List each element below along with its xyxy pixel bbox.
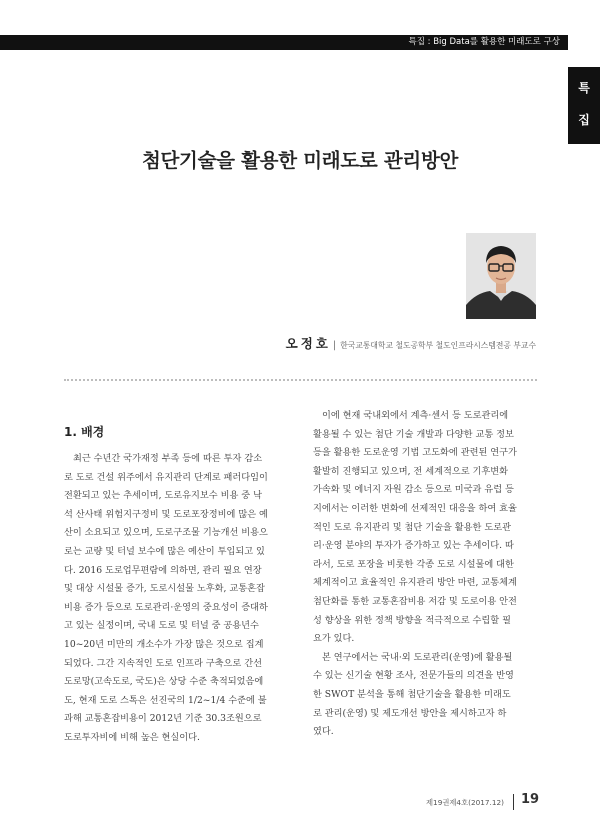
author-affiliation: 한국교통대학교 철도공학부 철도인프라시스템전공 부교수: [340, 341, 536, 350]
right-column-text: [313, 407, 538, 742]
body-line: 되었다. 그간 지속적인 도로 인프라 구축으로 간선: [64, 657, 262, 669]
body-line: 성 향상을 위한 정책 방향을 적극적으로 수립할 필: [313, 614, 511, 626]
author-photo: [466, 233, 536, 319]
author-byline: [286, 334, 536, 352]
body-line: 로는 교량 및 터널 보수에 많은 예산이 투입되고 있: [64, 545, 265, 557]
page-number: 19: [521, 792, 540, 807]
author-name: 오정호: [285, 336, 331, 351]
section-heading: 1. 배경: [64, 425, 105, 439]
body-line: 최근 수년간 국가재정 부족 등에 따른 투자 감소: [73, 453, 263, 464]
body-line: 리·운영 분야의 투자가 증가하고 있는 추세이다. 따: [313, 540, 514, 552]
body-line: 본 연구에서는 국내·외 도로관리(운영)에 활용될: [322, 651, 513, 663]
body-line: 등을 활용한 도로운영 기법 고도화에 관련된 연구가: [313, 447, 517, 459]
body-line: 첨단화를 통한 교통혼잡비용 저감 및 도로이용 안전: [313, 595, 517, 607]
body-line: 석 산사태 위험지구정비 및 도로포장정비에 많은 예: [64, 508, 268, 520]
body-line: 도, 현재 도로 스톡은 선진국의 1/2~1/4 수준에 불: [64, 694, 267, 706]
body-line: 였다.: [313, 726, 334, 738]
article-title: 첨단기술을 활용한 미래도로 관리방안: [141, 149, 459, 172]
issue-info: 제19권제4호(2017.12): [426, 798, 504, 807]
left-column-text: [64, 450, 289, 748]
footer-divider: [513, 794, 514, 810]
body-line: 과해 교통혼잡비용이 2012년 기준 30.3조원으로: [64, 713, 262, 725]
body-line: 로 도로 건설 위주에서 유지관리 단계로 패러다임이: [64, 471, 268, 483]
body-line: 로 관리(운영) 및 제도개선 방안을 제시하고자 하: [313, 707, 507, 719]
body-line: 요가 있다.: [313, 633, 355, 645]
body-line: 전환되고 있는 추세이며, 도로유지보수 비용 중 낙: [64, 490, 262, 502]
body-line: 활용될 수 있는 첨단 기술 개발과 다양한 교통 정보: [313, 428, 514, 440]
body-line: 10~20년 미만의 개소수가 가장 많은 것으로 집계: [64, 638, 264, 650]
body-line: 비용 증가 등으로 도로관리·운영의 중요성이 증대하: [64, 601, 268, 613]
header-label: 특집 : Big Data를 활용한 미래도로 구상: [408, 37, 560, 47]
body-line: 이에 현재 국내외에서 계측·센서 등 도로관리에: [322, 410, 509, 421]
author-portrait-image: [466, 233, 536, 319]
body-line: 지에서는 이러한 변화에 선제적인 대응을 하여 효율: [313, 502, 517, 514]
body-line: 고 있는 실정이며, 국내 도로 및 터널 중 공용년수: [64, 620, 259, 632]
body-line: 및 대상 시설물 증가, 도로시설물 노후화, 교통혼잡: [64, 583, 265, 595]
body-line: 수 있는 신기술 현황 조사, 전문가들의 의견을 반영: [313, 670, 514, 682]
author-separator: |: [332, 340, 337, 351]
body-line: 적인 도로 유지관리 및 첨단 기술을 활용한 도로관: [313, 521, 511, 533]
body-line: 도로망(고속도로, 국도)은 상당 수준 축적되었음에: [64, 676, 264, 688]
body-line: 산이 소요되고 있으며, 도로구조물 기능개선 비용으: [64, 527, 268, 539]
side-tab-char-2: 집: [578, 113, 590, 127]
dotted-divider: [64, 379, 537, 381]
body-line: 체계적이고 효율적인 유지관리 방안 마련, 교통체계: [313, 577, 517, 589]
body-line: 가속화 및 에너지 자원 감소 등으로 미국과 유럽 등: [313, 484, 514, 496]
body-line: 한 SWOT 분석을 통해 첨단기술을 활용한 미래도: [313, 688, 511, 700]
side-section-tab: [568, 67, 600, 144]
body-line: 활발히 진행되고 있으며, 전 세계적으로 기후변화: [313, 465, 509, 477]
body-line: 라서, 도로 포장을 비롯한 각종 도로 시설물에 대한: [313, 558, 514, 570]
side-tab-char-1: 특: [578, 81, 590, 95]
body-line: 도로투자비에 비해 높은 현실이다.: [64, 731, 200, 743]
body-line: 다. 2016 도로업무편람에 의하면, 관리 필요 연장: [64, 564, 262, 576]
